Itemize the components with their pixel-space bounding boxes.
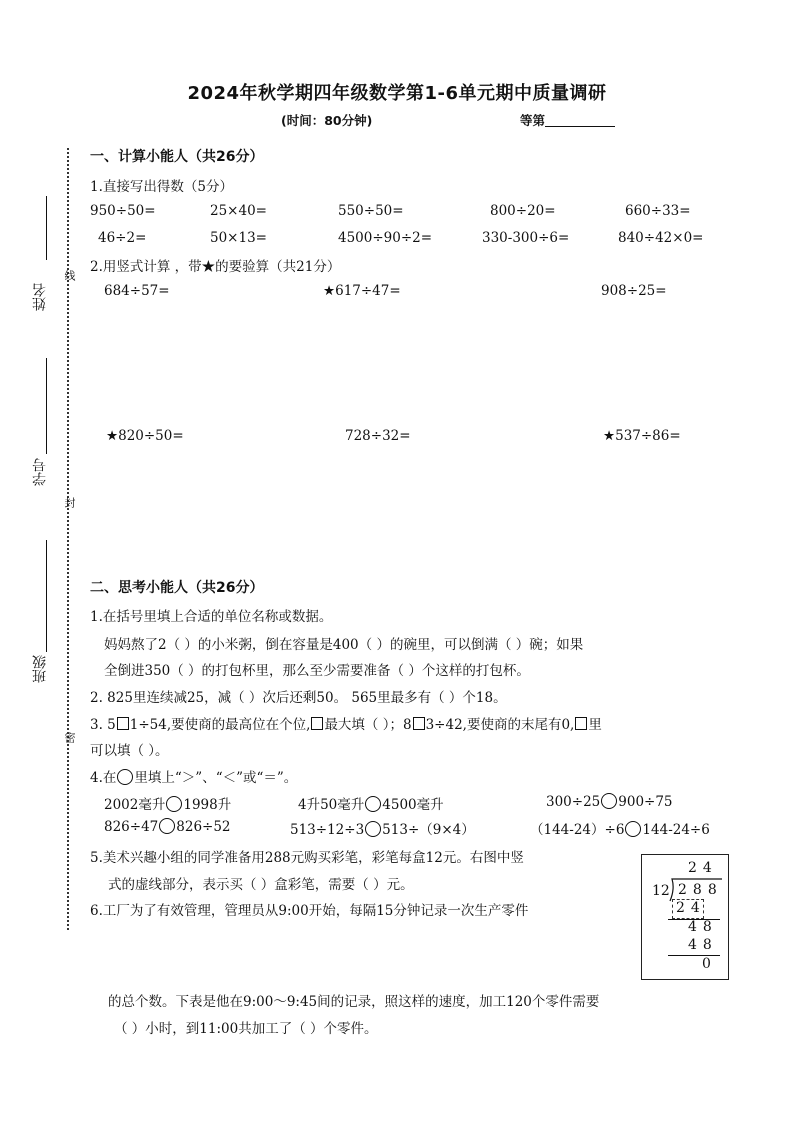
binding-mark-line: 线	[63, 270, 76, 281]
vertical-calc-4: ★820÷50=	[106, 428, 184, 444]
compare-left: 300÷25	[546, 794, 601, 810]
mental-calc-5: 660÷33=	[625, 203, 691, 219]
division-step1: 24	[676, 900, 706, 916]
s2-q2: 2. 825里连续减25，减（ ）次后还剩50。 565里最多有（ ）个18。	[90, 690, 507, 706]
s2-q3-line1	[90, 713, 602, 733]
compare-right: 513÷（9×4）	[382, 822, 475, 838]
mental-calc-1: 950÷50=	[90, 203, 156, 219]
name-label: 姓名	[32, 283, 48, 311]
compare-circle-icon[interactable]	[159, 818, 175, 834]
mental-calc-6: 46÷2=	[98, 230, 147, 246]
binding-mark-secret: 密	[63, 732, 76, 743]
division-dividend: 288	[678, 882, 723, 898]
name-underline	[46, 196, 47, 260]
q3-text-e: 里	[588, 717, 602, 733]
section1-title: 一、计算小能人（共26分）	[90, 149, 264, 165]
time-info: (时间：80分钟)	[281, 113, 373, 128]
q4-text-a: 4.在	[90, 770, 117, 786]
compare-left: 4升50毫升	[298, 797, 365, 813]
s2-q1-line1: 妈妈熬了2（ ）的小米粥，倒在容量是400（ ）的碗里，可以倒满（ ）碗；如果	[104, 637, 584, 653]
mental-calc-4: 800÷20=	[490, 203, 556, 219]
mental-calc-10: 840÷42×0=	[618, 230, 704, 246]
compare-left: （144-24）÷6	[530, 822, 625, 838]
vertical-calc-3: 908÷25=	[601, 283, 667, 299]
compare-left: 2002毫升	[104, 797, 166, 813]
s2-q5-line1: 5.美术兴趣小组的同学准备用288元购买彩笔，彩笔每盒12元。右图中竖	[90, 850, 524, 866]
compare-left: 826÷47	[104, 819, 159, 835]
binding-mark-seal: 封	[63, 497, 76, 508]
s2-q3-line2: 可以填（ ）。	[90, 743, 169, 759]
division-divisor: 12	[652, 883, 670, 899]
blank-box	[311, 717, 323, 730]
section2-title: 二、思考小能人（共26分）	[90, 580, 264, 596]
division-quotient: 24	[688, 860, 718, 876]
s2-q6-line2: 的总个数。下表是他在9:00～9:45间的记录，照这样的速度，加工120个零件需要	[108, 994, 600, 1010]
compare-item-6	[530, 818, 710, 838]
s2-q1-title: 1.在括号里填上合适的单位名称或数据。	[90, 609, 333, 625]
q3-text-c: 最大填（ ）；8	[324, 717, 412, 733]
id-label: 学号	[32, 458, 48, 486]
grade-field	[520, 111, 615, 129]
compare-circle-icon[interactable]	[365, 821, 381, 837]
class-underline	[46, 540, 47, 652]
s2-q6-line3: （ ）小时，到11:00共加工了（ ）个零件。	[114, 1021, 378, 1037]
compare-circle-icon	[117, 769, 133, 785]
division-step2: 48	[688, 919, 718, 935]
binding-dotted-line	[67, 148, 69, 930]
compare-right: 1998升	[183, 797, 232, 813]
q4-text-b: 里填上“＞”、“＜”或“＝”。	[134, 770, 298, 786]
mental-calc-8: 4500÷90÷2=	[338, 230, 433, 246]
compare-item-5	[290, 818, 475, 838]
vertical-calc-1: 684÷57=	[104, 283, 170, 299]
blank-box	[575, 717, 587, 730]
division-remainder: 0	[702, 956, 711, 972]
s2-q6-line1: 6.工厂为了有效管理，管理员从9:00开始，每隔15分钟记录一次生产零件	[90, 903, 529, 919]
division-rule-2	[668, 955, 720, 956]
mental-calc-2: 25×40=	[210, 203, 267, 219]
class-label: 班级	[32, 655, 48, 683]
blank-box	[413, 717, 425, 730]
long-division-figure	[641, 854, 729, 980]
s2-q4-title	[90, 766, 297, 786]
q2-title: 2.用竖式计算 ，带★的要验算（共21分）	[90, 259, 341, 275]
division-step3: 48	[688, 937, 718, 953]
vertical-calc-2: ★617÷47=	[323, 283, 401, 299]
mental-calc-3: 550÷50=	[338, 203, 404, 219]
blank-box	[117, 717, 129, 730]
mental-calc-7: 50×13=	[210, 230, 267, 246]
q1-title: 1.直接写出得数（5分）	[90, 179, 233, 195]
compare-right: 144-24÷6	[642, 822, 710, 838]
compare-right: 900÷75	[618, 794, 673, 810]
grade-label: 等第	[520, 113, 546, 128]
vertical-calc-5: 728÷32=	[345, 428, 411, 444]
vertical-calc-6: ★537÷86=	[603, 428, 681, 444]
q3-text-b: 1÷54,要使商的最高位在个位,	[129, 717, 311, 733]
page-title: 2024年秋学期四年级数学第1-6单元期中质量调研	[187, 83, 607, 104]
compare-left: 513÷12÷3	[290, 822, 365, 838]
s2-q1-line2: 全倒进350（ ）的打包杯里，那么至少需要准备（ ）个这样的打包杯。	[104, 663, 530, 679]
compare-circle-icon[interactable]	[166, 796, 182, 812]
compare-right: 826÷52	[176, 819, 231, 835]
compare-item-4	[104, 818, 231, 835]
mental-calc-9: 330-300÷6=	[482, 230, 570, 246]
compare-item-2	[298, 793, 444, 813]
id-underline	[46, 358, 47, 454]
grade-blank[interactable]	[545, 114, 615, 127]
q3-text-d: 3÷42,要使商的末尾有0,	[425, 717, 575, 733]
compare-circle-icon[interactable]	[365, 796, 381, 812]
compare-item-1	[104, 793, 231, 813]
q3-text-a: 3. 5	[90, 717, 116, 733]
compare-circle-icon[interactable]	[625, 821, 641, 837]
compare-item-3	[546, 793, 673, 810]
compare-circle-icon[interactable]	[601, 793, 617, 809]
s2-q5-line2: 式的虚线部分，表示买（ ）盒彩笔，需要（ ）元。	[108, 877, 414, 893]
compare-right: 4500毫升	[382, 797, 444, 813]
